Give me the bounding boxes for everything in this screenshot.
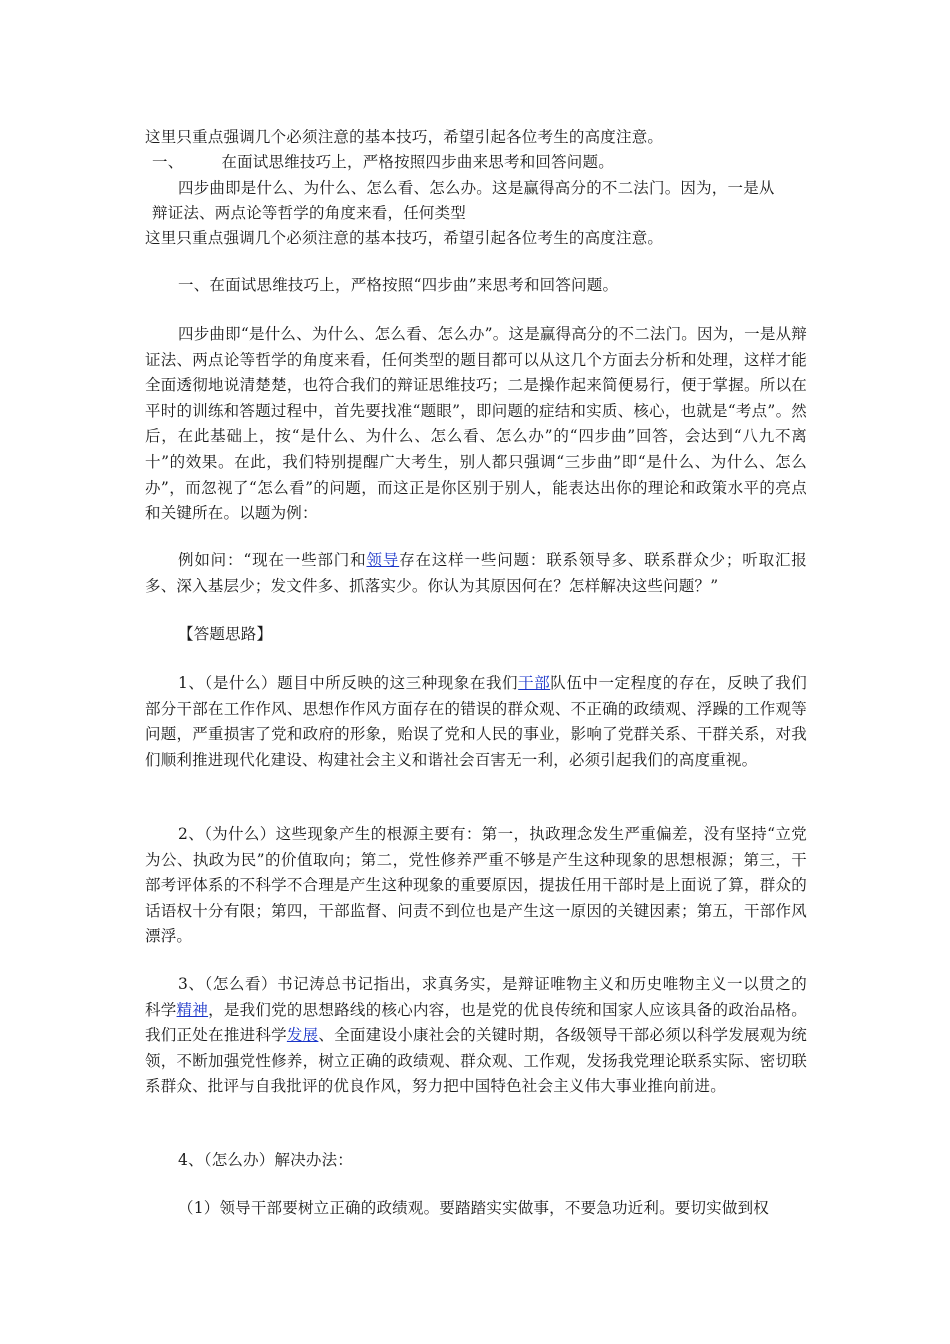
view-text-1: 3、（怎么看）书记涛总书记指出，求真务实，是辩证唯物主义和历史唯物主义一以贯之的科学 [145,975,807,1019]
intro-line-4: 辩证法、两点论等哲学的角度来看，任何类型 [152,204,467,222]
link-lingdao[interactable]: 领导 [366,551,400,569]
paragraph-how-1: （1）领导干部要树立正确的政绩观。要踏踏实实做事，不要急功近利。要切实做到权 [178,1199,769,1217]
section-heading: 一、在面试思维技巧上，严格按照“四步曲”来思考和回答问题。 [178,276,619,294]
intro-line-2 [152,151,614,173]
link-jingshen[interactable]: 精神 [176,1000,209,1019]
intro-line-1: 这里只重点强调几个必须注意的基本技巧，希望引起各位考生的高度注意。 [145,128,664,146]
paragraph-four-steps: 四步曲即“是什么、为什么、怎么看、怎么办”。这是赢得高分的不二法门。因为，一是从辩证法、两点论等哲学的角度来看，任何类型的题目都可以从这几个方面去分析和处理，这样才能全面透彻地说清楚楚，也符合我们的辩证思维技巧；二是操作起来简便易行，便于掌握。所以在平时的训练和答题过程中，首先要找准“题眼”，即问题的症结和实质、核心，也就是“考点”。然后，在此基础上，按“是什么、为什么、怎么看、怎么办”的“四步曲”回答，会达到“八九不离十”的效果。在此，我们特别提醒广大考生，别人都只强调“三步曲”即“是什么、为什么、怎么办”，而忽视了“怎么看”的问题，而这正是你区别于别人，能表达出你的理论和政策水平的亮点和关键所在。以题为例： [145,325,807,523]
view-text-3: 、全面建设小康社会的关键时期，各级领导干部必须以科学发展观为统领，不断加强党性修养，树立正确的政绩观、群众观、工作观，发扬我党理论联系实际、密切联系群众、批评与自我批评的优良作风，努力把中国特色社会主义伟大事业推向前进。 [145,1026,807,1096]
intro-line-2-text: 在面试思维技巧上，严格按照四步曲来思考和回答问题。 [221,153,614,171]
view-text-2: ，是我们党的思想路线的核心内容，也是党的优良传统和国家人应该具备的政治品格。我们正处在推进科学 [145,1000,807,1045]
paragraph-how: 4、（怎么办）解决办法： [178,1151,354,1169]
example-text-before: 例如问：“现在一些部门和 [178,551,367,569]
paragraph-what [145,671,807,773]
intro-line-3: 四步曲即是什么、为什么、怎么看、怎么办。这是赢得高分的不二法门。因为，一是从 [178,179,775,197]
intro-line-5: 这里只重点强调几个必须注意的基本技巧，希望引起各位考生的高度注意。 [145,229,664,247]
answer-heading: 【答题思路】 [178,625,273,643]
paragraph-example [145,548,807,599]
what-text-before: 1、（是什么）题目中所反映的这三种现象在我们 [178,674,519,692]
example-text-after: 存在这样一些问题：联系领导多、联系群众少；听取汇报多、深入基层少；发文件多、抓落实少。你认为其原因何在？怎样解决这些问题？” [145,551,807,595]
link-ganbu[interactable]: 干部 [518,674,551,692]
intro-line-2-number: 一、 [152,153,184,171]
what-text-after: 队伍中一定程度的存在，反映了我们部分干部在工作作风、思想作作风方面存在的错误的群众观、不正确的政绩观、浮躁的工作观等问题，严重损害了党和政府的形象，贻误了党和人民的事业，影响了党群关系、干群关系，对我们顺利推进现代化建设、构建社会主义和谐社会百害无一利，必须引起我们的高度重视。 [145,674,807,769]
paragraph-why: 2、（为什么）这些现象产生的根源主要有：第一，执政理念发生严重偏差，没有坚持“立党为公、执政为民”的价值取向；第二，党性修养严重不够是产生这种现象的思想根源；第三，干部考评体系的不科学不合理是产生这种现象的重要原因，提拔任用干部时是上面说了算，群众的话语权十分有限；第四，干部监督、问责不到位也是产生这一原因的关键因素；第五，干部作风漂浮。 [145,825,807,946]
paragraph-view [145,972,807,1100]
link-fazhan[interactable]: 发展 [286,1026,319,1045]
